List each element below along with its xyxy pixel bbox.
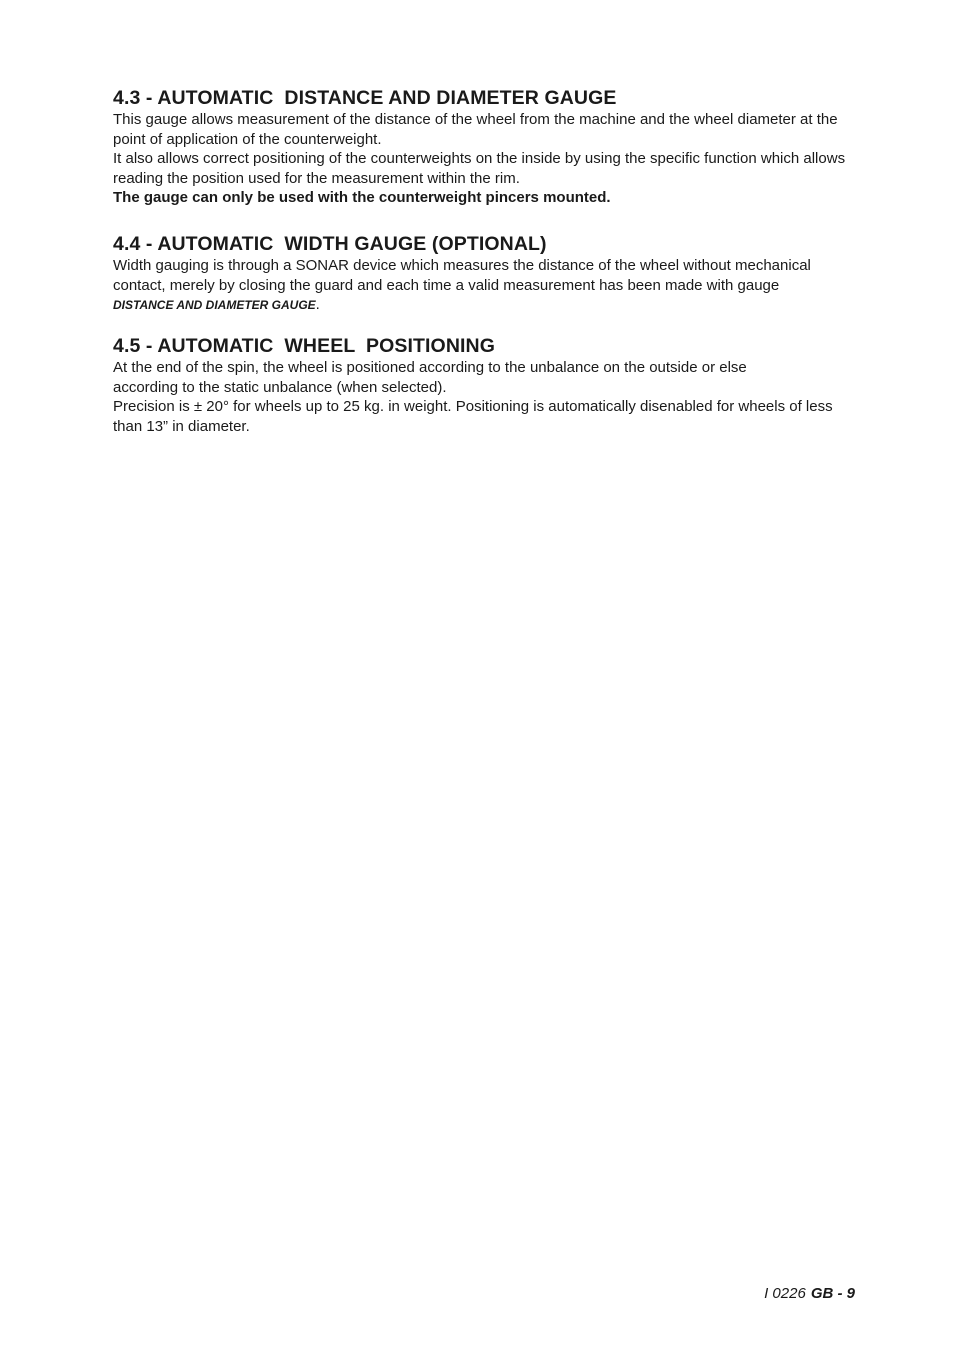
section-title: 4.4 - AUTOMATIC WIDTH GAUGE (OPTIONAL) — [113, 233, 547, 255]
paragraph — [113, 256, 863, 316]
section-title: 4.3 - AUTOMATIC DISTANCE AND DIAMETER GAUGE — [113, 87, 617, 109]
reference-suffix: . — [315, 296, 320, 313]
section-4-3 — [113, 86, 863, 208]
paragraph: This gauge allows measurement of the distance of the wheel from the machine and the wheel diameter at the point of application of the counterweight. — [113, 111, 838, 148]
document-code: I 0226 — [764, 1285, 806, 1302]
gauge-reference: DISTANCE AND DIAMETER GAUGE — [113, 298, 316, 312]
paragraph-text: Width gauging is through a SONAR device which measures the distance of the wheel without mechanical contact, merely by closing the guard and each time a valid measurement has been made with gauge — [113, 257, 811, 294]
paragraph: At the end of the spin, the wheel is positioned according to the unbalance on the outside or else according to the static unbalance (when selected). — [113, 359, 747, 396]
paragraph: It also allows correct positioning of the counterweights on the inside by using the specific function which allows reading the position used for the measurement within the rim. — [113, 150, 846, 187]
section-4-5 — [113, 334, 838, 436]
page-number: GB - 9 — [810, 1285, 855, 1302]
section-title: 4.5 - AUTOMATIC WHEEL POSITIONING — [113, 335, 495, 357]
paragraph: Precision is ± 20° for wheels up to 25 kg. in weight. Positioning is automatically disenabled for wheels of less than 13” in diameter. — [113, 398, 833, 435]
note-paragraph: The gauge can only be used with the counterweight pincers mounted. — [113, 189, 611, 206]
page-footer — [764, 1284, 855, 1304]
section-4-4 — [113, 232, 863, 316]
